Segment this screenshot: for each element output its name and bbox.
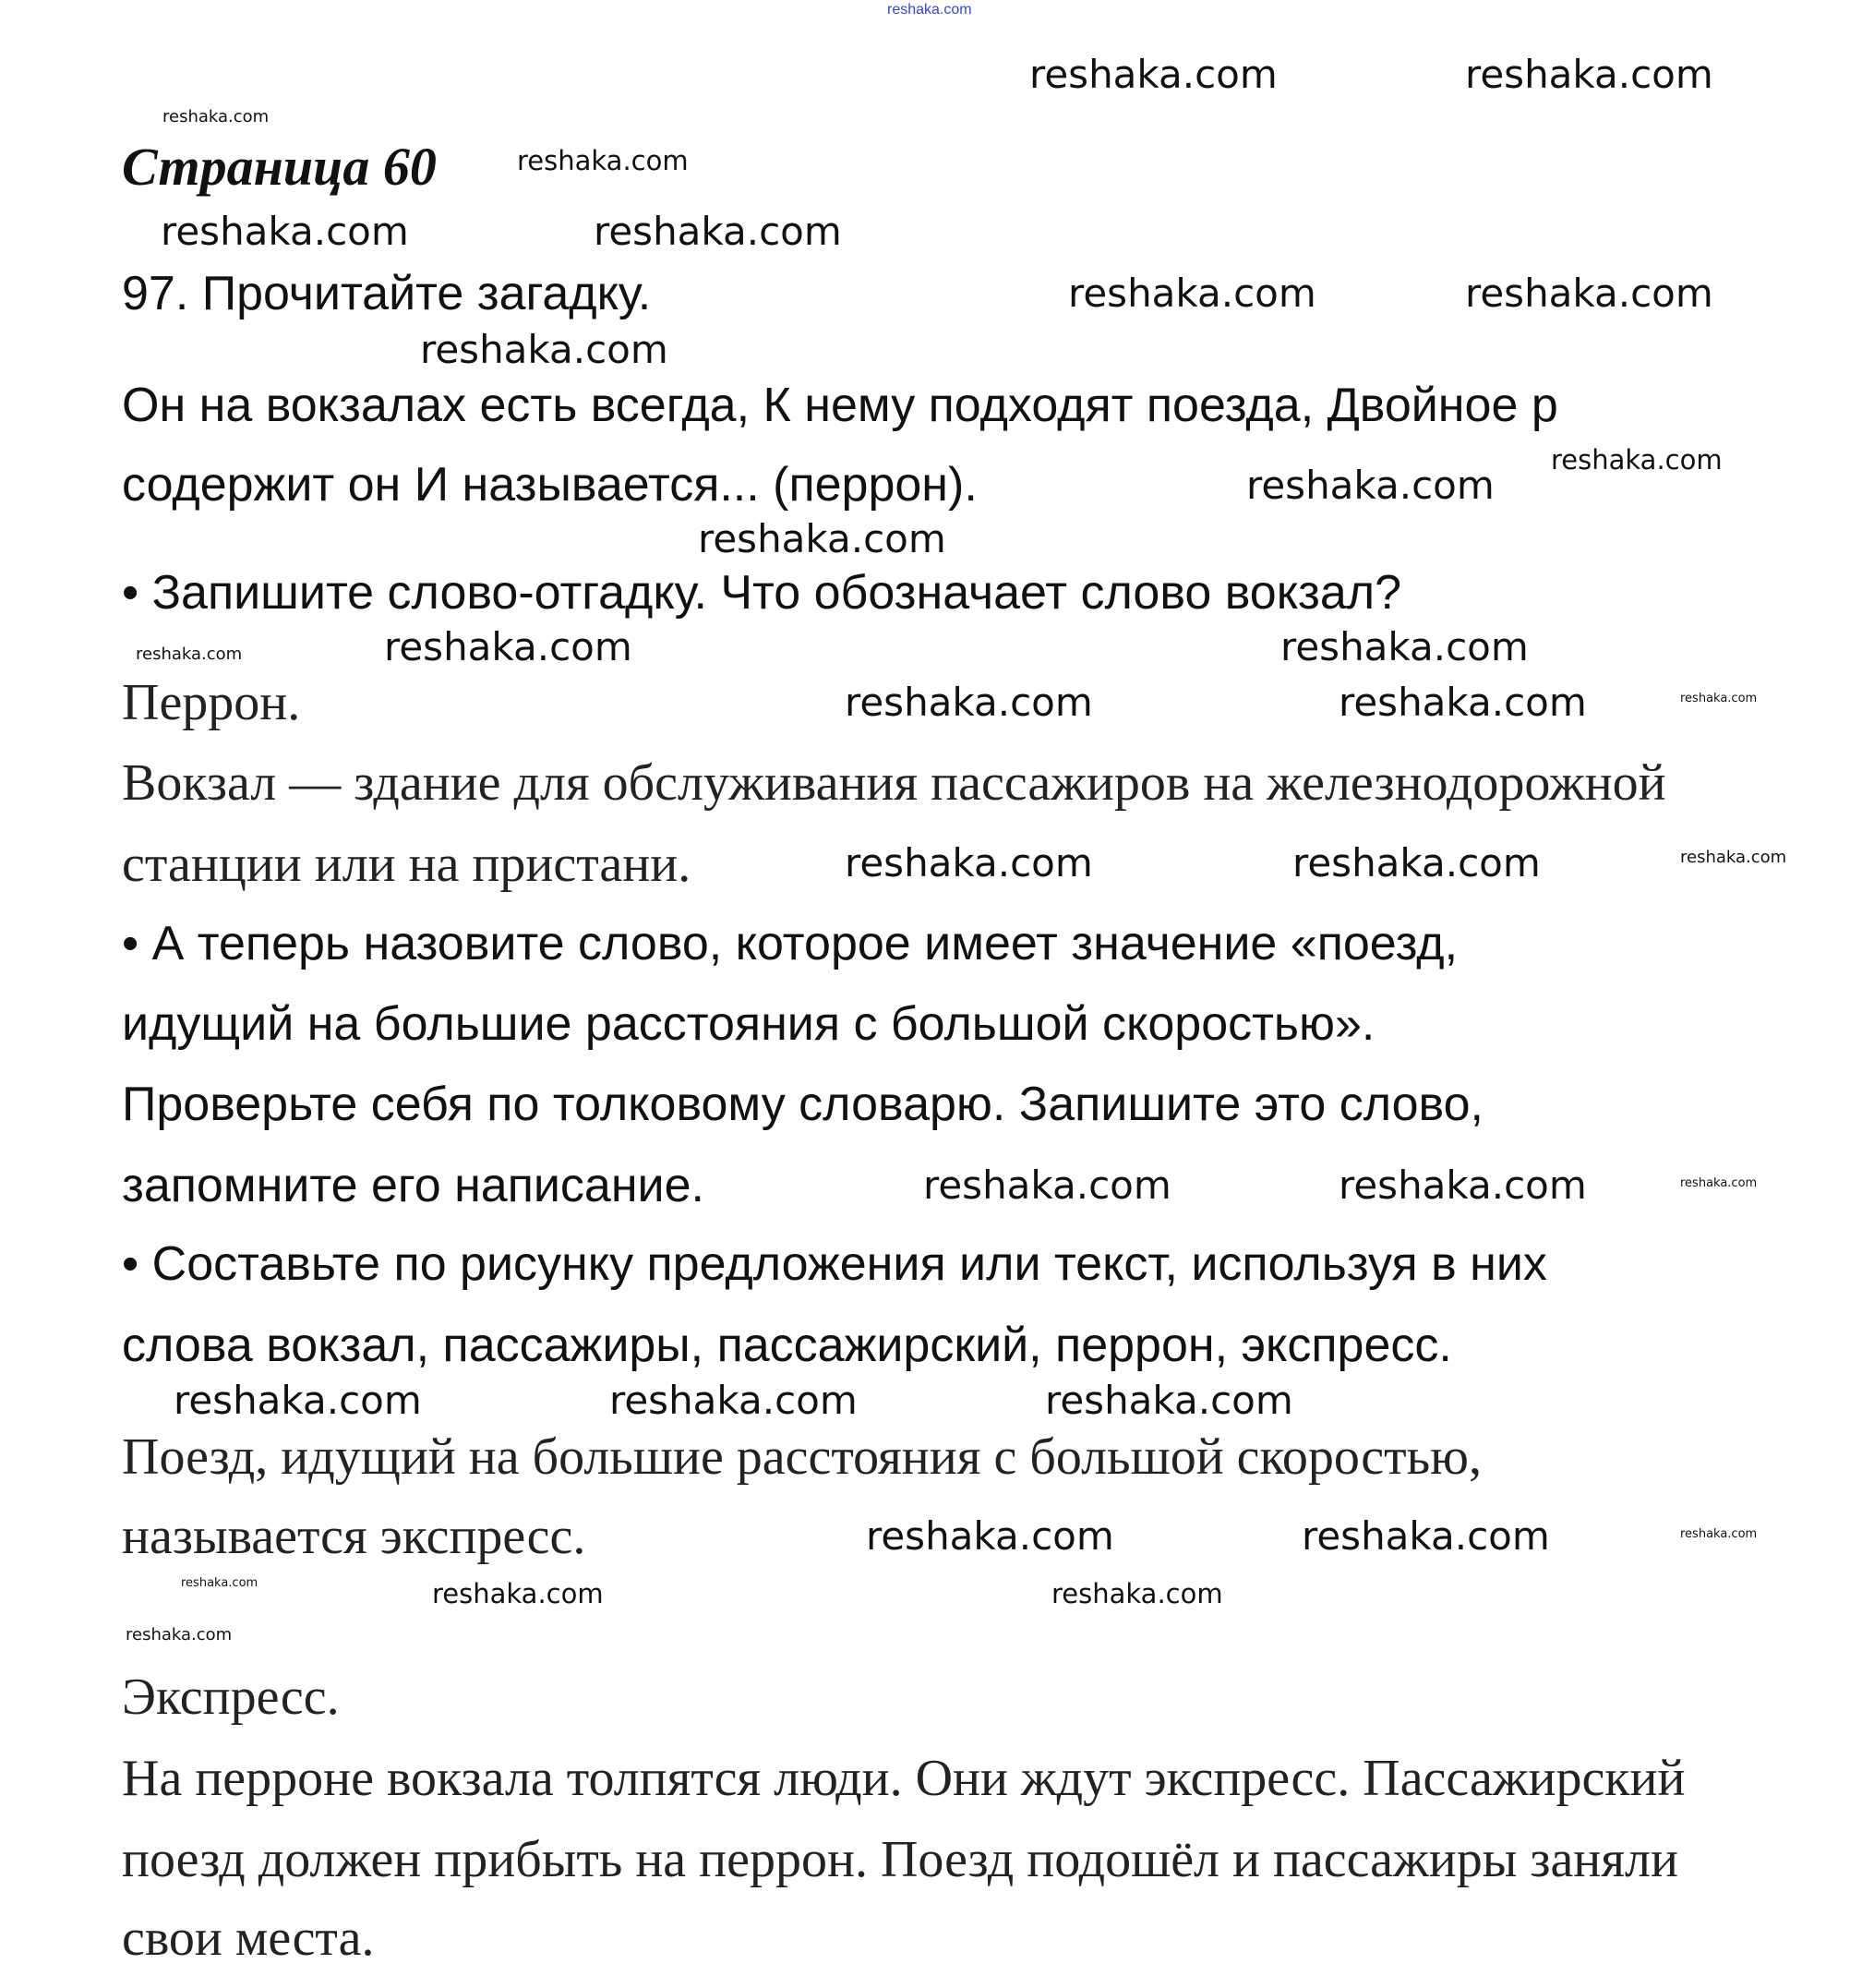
question-2: запомните его написание. bbox=[122, 1159, 704, 1212]
watermark: reshaka.com bbox=[698, 516, 946, 561]
question-1: • Запишите слово-отгадку. Что обозначает слово вокзал? bbox=[122, 566, 1402, 620]
answer-line: Экспресс. bbox=[122, 1669, 340, 1726]
watermark: reshaka.com bbox=[1339, 1163, 1587, 1208]
watermark: reshaka.com bbox=[517, 145, 689, 176]
riddle-line: Он на вокзалах есть всегда, К нему подходят поезда, Двойное р bbox=[122, 379, 1558, 432]
watermark: reshaka.com bbox=[136, 645, 243, 664]
watermark: reshaka.com bbox=[162, 107, 270, 127]
watermark: reshaka.com bbox=[1465, 52, 1713, 97]
watermark: reshaka.com bbox=[1029, 52, 1278, 97]
watermark: reshaka.com bbox=[845, 840, 1093, 886]
watermark: reshaka.com bbox=[161, 209, 409, 254]
watermark: reshaka.com bbox=[923, 1163, 1171, 1208]
watermark: reshaka.com bbox=[1339, 680, 1587, 725]
answer-line: На перроне вокзала толпятся люди. Они ждут экспресс. Пассажирский bbox=[122, 1750, 1686, 1807]
watermark: reshaka.com bbox=[1292, 840, 1541, 886]
watermark: reshaka.com bbox=[845, 680, 1093, 725]
watermark: reshaka.com bbox=[1280, 624, 1529, 669]
answer-line: называется экспресс. bbox=[122, 1508, 586, 1565]
answer-line: станции или на пристани. bbox=[122, 836, 691, 893]
watermark: reshaka.com bbox=[384, 624, 632, 669]
question-2: Проверьте себя по толковому словарю. Запишите это слово, bbox=[122, 1078, 1484, 1131]
question-3: • Составьте по рисунку предложения или текст, используя в них bbox=[122, 1237, 1547, 1291]
watermark: reshaka.com bbox=[1680, 1176, 1758, 1190]
watermark: reshaka.com bbox=[126, 1625, 233, 1645]
watermark: reshaka.com bbox=[432, 1578, 604, 1609]
page-title: Страница 60 bbox=[122, 137, 437, 197]
answer-line: Перрон. bbox=[122, 674, 301, 731]
watermark: reshaka.com bbox=[1246, 463, 1495, 508]
watermark: reshaka.com bbox=[1045, 1378, 1293, 1423]
answer-line: поезд должен прибыть на перрон. Поезд подошёл и пассажиры заняли bbox=[122, 1831, 1678, 1888]
site-link[interactable]: reshaka.com bbox=[887, 2, 972, 18]
watermark: reshaka.com bbox=[181, 1576, 258, 1590]
watermark: reshaka.com bbox=[1051, 1578, 1223, 1609]
watermark: reshaka.com bbox=[1680, 692, 1758, 705]
answer-line: Вокзал — здание для обслуживания пассажиров на железнодорожной bbox=[122, 754, 1666, 812]
task-heading: 97. Прочитайте загадку. bbox=[122, 267, 652, 320]
watermark: reshaka.com bbox=[1680, 1527, 1758, 1541]
watermark: reshaka.com bbox=[1302, 1513, 1550, 1559]
watermark: reshaka.com bbox=[1680, 848, 1787, 867]
watermark: reshaka.com bbox=[609, 1378, 858, 1423]
question-3: слова вокзал, пассажиры, пассажирский, перрон, экспресс. bbox=[122, 1319, 1452, 1372]
question-2: идущий на большие расстояния с большой скоростью». bbox=[122, 997, 1375, 1051]
question-2: • А теперь назовите слово, которое имеет значение «поезд, bbox=[122, 917, 1459, 970]
answer-line: свои места. bbox=[122, 1910, 375, 1967]
watermark: reshaka.com bbox=[1465, 271, 1713, 316]
watermark: reshaka.com bbox=[1551, 444, 1723, 476]
answer-line: Поезд, идущий на большие расстояния с большой скоростью, bbox=[122, 1428, 1482, 1486]
watermark: reshaka.com bbox=[1068, 271, 1316, 316]
watermark: reshaka.com bbox=[866, 1513, 1114, 1559]
watermark: reshaka.com bbox=[594, 209, 842, 254]
watermark: reshaka.com bbox=[174, 1378, 422, 1423]
riddle-line: содержит он И называется... (перрон). bbox=[122, 458, 978, 512]
watermark: reshaka.com bbox=[420, 327, 668, 372]
